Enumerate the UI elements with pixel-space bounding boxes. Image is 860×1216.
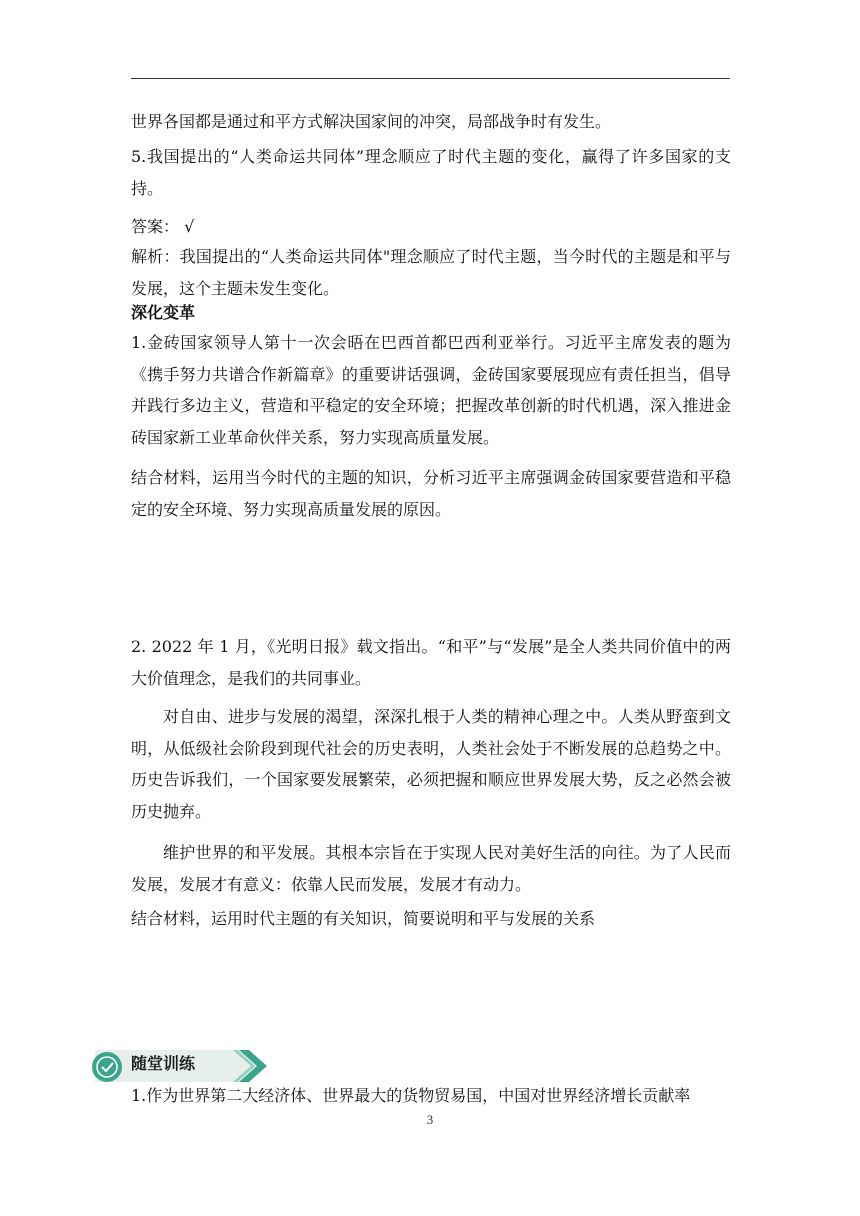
text-line-war: 世界各国都是通过和平方式解决国家间的冲突，局部战争时有发生。 — [131, 112, 612, 131]
deepen-question-2-para-1: 对自由、进步与发展的渴望，深深扎根于人类的精神心理之中。人类从野蛮到文明，从低级社会阶段到现代社会的历史表明，人类社会处于不断发展的总趋势之中。历史告诉我们，一个国家要发展繁荣，必须把握和顺应世界发展大势，反之必然会被历史抛弃。 — [131, 707, 731, 821]
section-title: 深化变革 — [131, 303, 196, 322]
deepen-question-1-task: 结合材料，运用当今时代的主题的知识，分析习近平主席强调金砖国家要营造和平稳定的安全环境、努力实现高质量发展的原因。 — [131, 468, 731, 519]
answer-line: 答案： √ — [131, 217, 195, 236]
deepen-question-2-task: 结合材料，运用时代主题的有关知识，简要说明和平与发展的关系 — [131, 909, 596, 928]
deepen-question-2-para-2: 维护世界的和平发展。其根本宗旨在于实现人民对美好生活的向往。为了人民而发展，发展才有意义：依靠人民而发展，发展才有动力。 — [131, 843, 731, 894]
deepen-question-2: 2. 2022 年 1 月，《光明日报》载文指出。“和平”与“发展”是全人类共同价值中的两大价值理念，是我们的共同事业。 — [131, 637, 731, 688]
check-circle-icon — [92, 1052, 122, 1082]
training-question-1: 1.作为世界第二大经济体、世界最大的货物贸易国，中国对世界经济增长贡献率 — [131, 1086, 691, 1105]
practice-banner-label: 随堂训练 — [131, 1054, 196, 1073]
question-5: 5.我国提出的“人类命运共同体”理念顺应了时代主题的变化，赢得了许多国家的支持。 — [131, 147, 731, 198]
header-rule — [131, 78, 730, 79]
analysis-line: 解析：我国提出的“人类命运共同体"理念顺应了时代主题，当今时代的主题是和平与发展，这个主题未发生变化。 — [131, 247, 731, 298]
deepen-question-1: 1.金砖国家领导人第十一次会晤在巴西首都巴西利亚举行。习近平主席发表的题为《携手努力共谱合作新篇章》的重要讲话强调，金砖国家要展现应有责任担当，倡导并践行多边主义，营造和平稳定的安全环境；把握改革创新的时代机遇，深入推进金砖国家新工业革命伙伴关系，努力实现高质量发展。 — [131, 333, 731, 447]
page-number: 3 — [426, 1112, 434, 1127]
